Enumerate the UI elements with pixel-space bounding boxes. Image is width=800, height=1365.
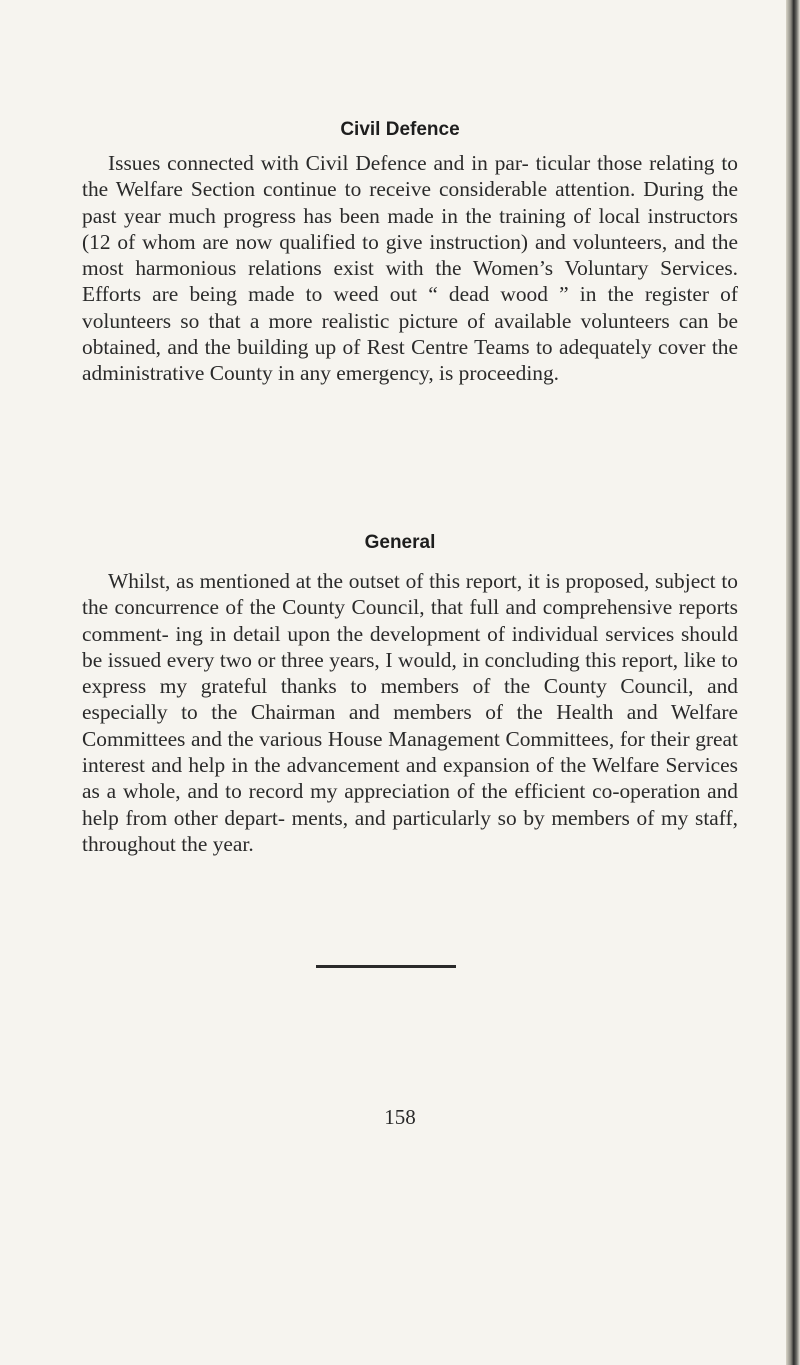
section-divider [316,965,456,968]
page-number: 158 [384,1105,416,1129]
section-heading-general: General [364,532,436,553]
civil-defence-paragraph: Issues connected with Civil Defence and in par- ticular those relating to the Welfare Section continue to receive considerable attention. During the past year much progress has been made in the training of local instructors (12 of whom are now qualified to give instruction) and volunteers, and the most harmonious relations exist with the Women’s Voluntary Services. Efforts are being made to weed out “ dead wood ” in the register of volunteers so that a more realistic picture of available volunteers can be obtained, and the building up of Rest Centre Teams to adequately cover the administrative County in any emergency, is proceeding. [82,151,738,386]
section-heading-civil-defence: Civil Defence [340,119,460,140]
general-paragraph: Whilst, as mentioned at the outset of this report, it is proposed, subject to the concurrence of the County Council, that full and comprehensive reports comment- ing in detail upon the development of individual services should be issued every two or three years, I would, in concluding this report, like to express my grateful thanks to members of the County Council, and especially to the Chairman and members of the Health and Welfare Committees and the various House Management Committees, for their great interest and help in the advancement and expansion of the Welfare Services as a whole, and to record my appreciation of the efficient co-operation and help from other depart- ments, and particularly so by members of my staff, throughout the year. [82,569,738,856]
page-edge-shadow [786,0,800,1365]
